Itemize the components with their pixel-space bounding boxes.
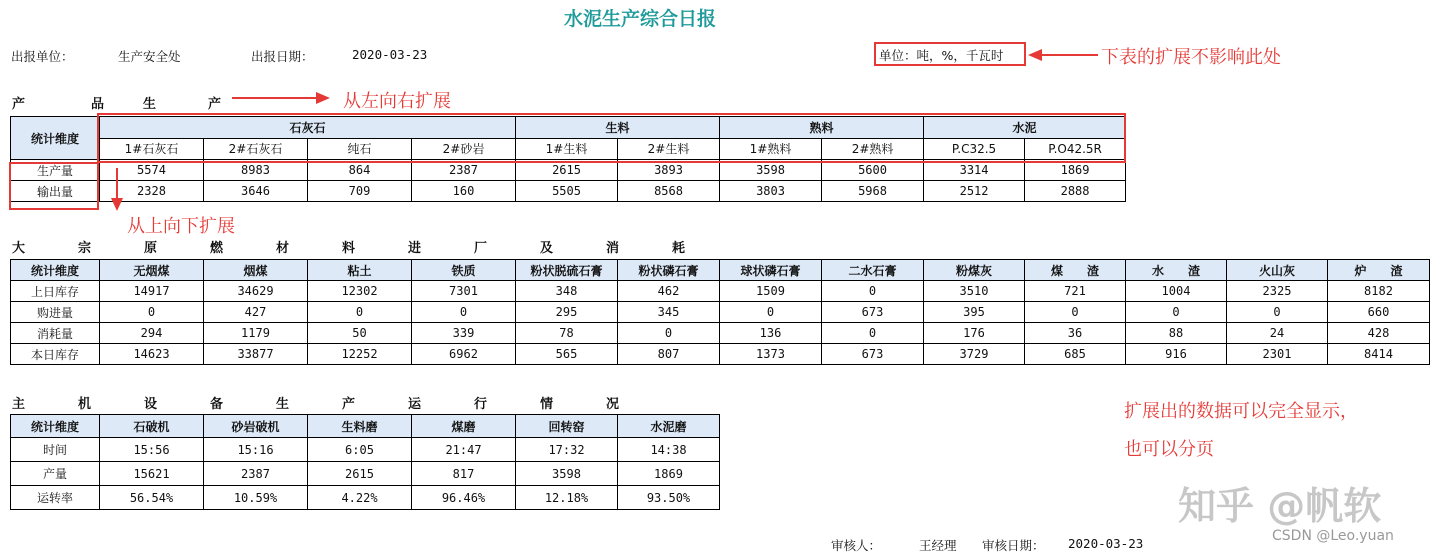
table-row xyxy=(11,486,720,510)
table-row xyxy=(11,462,720,486)
right-arrow-icon xyxy=(232,91,332,105)
column-header: 粉状磷石膏 xyxy=(618,260,720,281)
column-header: 无烟煤 xyxy=(100,260,204,281)
cell: 5505 xyxy=(516,181,618,202)
cell: 0 xyxy=(822,281,924,302)
cell: 5574 xyxy=(100,160,204,181)
table-row xyxy=(11,323,1430,344)
column-header: 粘土 xyxy=(308,260,412,281)
cell: 56.54% xyxy=(100,486,204,510)
column-header: 水泥磨 xyxy=(618,415,720,438)
reviewer-value: 王经理 xyxy=(919,538,957,553)
cell: 462 xyxy=(618,281,720,302)
cell: 176 xyxy=(924,323,1025,344)
group-header: 生料 xyxy=(516,117,720,139)
cell: 96.46% xyxy=(412,486,516,510)
cell: 50 xyxy=(308,323,412,344)
column-header: 煤磨 xyxy=(412,415,516,438)
cell: 14623 xyxy=(100,344,204,365)
column-header: 1#石灰石 xyxy=(100,138,204,160)
annotation-top-to-bottom: 从上向下扩展 xyxy=(127,216,235,237)
materials-section-char: 耗 xyxy=(672,241,686,256)
materials-section-char: 及 xyxy=(540,241,554,256)
materials-section-title xyxy=(12,237,685,256)
dim-header: 统计维度 xyxy=(11,260,100,281)
cell: 2301 xyxy=(1227,344,1328,365)
materials-section-char: 宗 xyxy=(78,241,92,256)
cell: 3729 xyxy=(924,344,1025,365)
column-header: 水 渣 xyxy=(1126,260,1227,281)
column-header: 2#石灰石 xyxy=(204,138,308,160)
cell: 34629 xyxy=(204,281,308,302)
cell: 15:16 xyxy=(204,438,308,462)
cell: 2387 xyxy=(204,462,308,486)
cell: 0 xyxy=(308,302,412,323)
cell: 78 xyxy=(516,323,618,344)
column-header: 铁质 xyxy=(412,260,516,281)
cell: 565 xyxy=(516,344,618,365)
cell: 345 xyxy=(618,302,720,323)
row-label: 输出量 xyxy=(11,181,100,202)
cell: 4.22% xyxy=(308,486,412,510)
cell: 807 xyxy=(618,344,720,365)
materials-section-char: 厂 xyxy=(474,241,488,256)
column-header: 回转窑 xyxy=(516,415,618,438)
materials-section-char: 燃 xyxy=(210,241,224,256)
cell: 817 xyxy=(412,462,516,486)
annotation-full-display-2: 也可以分页 xyxy=(1124,439,1214,460)
row-label: 运转率 xyxy=(11,486,100,510)
cell: 8568 xyxy=(618,181,720,202)
product-section-char: 产 xyxy=(208,97,222,112)
column-header: 1#熟料 xyxy=(720,138,822,160)
column-header: 2#生料 xyxy=(618,138,720,160)
column-header: 煤 渣 xyxy=(1025,260,1126,281)
equipment-section-char: 主 xyxy=(12,397,26,412)
column-header: 生料磨 xyxy=(308,415,412,438)
column-header: 火山灰 xyxy=(1227,260,1328,281)
column-header: 烟煤 xyxy=(204,260,308,281)
cell: 660 xyxy=(1328,302,1430,323)
equipment-section-char: 况 xyxy=(606,397,620,412)
product-section-char: 品 xyxy=(91,97,105,112)
cell: 2512 xyxy=(924,181,1025,202)
cell: 2888 xyxy=(1025,181,1126,202)
equipment-table xyxy=(10,414,720,510)
equipment-section-title xyxy=(12,393,619,412)
materials-section-char: 消 xyxy=(606,241,620,256)
column-header: 石破机 xyxy=(100,415,204,438)
reviewer-label: 审核人： xyxy=(831,538,882,553)
cell: 0 xyxy=(100,302,204,323)
cell: 0 xyxy=(822,323,924,344)
cell: 0 xyxy=(1126,302,1227,323)
row-expand-highlight xyxy=(9,162,99,210)
table-row xyxy=(11,302,1430,323)
column-header: 球状磷石膏 xyxy=(720,260,822,281)
row-label: 时间 xyxy=(11,438,100,462)
cell: 2325 xyxy=(1227,281,1328,302)
column-header: 1#生料 xyxy=(516,138,618,160)
cell: 348 xyxy=(516,281,618,302)
product-section-char: 生 xyxy=(143,97,157,112)
csdn-watermark: CSDN @Leo.yuan xyxy=(1272,528,1394,544)
cell: 1869 xyxy=(1025,160,1126,181)
cell: 2615 xyxy=(516,160,618,181)
materials-section-char: 原 xyxy=(144,241,158,256)
cell: 7301 xyxy=(412,281,516,302)
column-expand-highlight xyxy=(97,113,1126,163)
unit-label: 出报单位： xyxy=(11,49,74,64)
annotation-no-effect: 下表的扩展不影响此处 xyxy=(1101,47,1281,68)
row-label: 购进量 xyxy=(11,302,100,323)
cell: 12.18% xyxy=(516,486,618,510)
column-header: P.C32.5 xyxy=(924,138,1025,160)
materials-table xyxy=(10,259,1430,365)
cell: 1004 xyxy=(1126,281,1227,302)
materials-section-char: 大 xyxy=(12,241,26,256)
cell: 15621 xyxy=(100,462,204,486)
cell: 5600 xyxy=(822,160,924,181)
cell: 395 xyxy=(924,302,1025,323)
equipment-section-char: 行 xyxy=(474,397,488,412)
group-header: 水泥 xyxy=(924,117,1126,139)
cell: 36 xyxy=(1025,323,1126,344)
unit-value: 生产安全处 xyxy=(118,49,181,64)
cell: 2328 xyxy=(100,181,204,202)
cell: 427 xyxy=(204,302,308,323)
column-header: 粉状脱硫石膏 xyxy=(516,260,618,281)
dim-header: 统计维度 xyxy=(11,415,100,438)
cell: 3893 xyxy=(618,160,720,181)
materials-section-char: 进 xyxy=(408,241,422,256)
column-header: 二水石膏 xyxy=(822,260,924,281)
cell: 5968 xyxy=(822,181,924,202)
cell: 14917 xyxy=(100,281,204,302)
column-header: 2#熟料 xyxy=(822,138,924,160)
cell: 6962 xyxy=(412,344,516,365)
cell: 88 xyxy=(1126,323,1227,344)
row-label: 生产量 xyxy=(11,160,100,181)
zhihu-watermark: 知乎 @帆软 xyxy=(1178,484,1382,528)
cell: 709 xyxy=(308,181,412,202)
cell: 295 xyxy=(516,302,618,323)
cell: 1373 xyxy=(720,344,822,365)
column-header: 2#砂岩 xyxy=(412,138,516,160)
cell: 2387 xyxy=(412,160,516,181)
cell: 8182 xyxy=(1328,281,1430,302)
equipment-section-char: 设 xyxy=(144,397,158,412)
table-row xyxy=(11,281,1430,302)
cell: 1869 xyxy=(618,462,720,486)
equipment-section-char: 情 xyxy=(540,397,554,412)
column-header: 粉煤灰 xyxy=(924,260,1025,281)
cell: 673 xyxy=(822,302,924,323)
cell: 3646 xyxy=(204,181,308,202)
cell: 721 xyxy=(1025,281,1126,302)
column-header: 炉 渣 xyxy=(1328,260,1430,281)
row-label: 消耗量 xyxy=(11,323,100,344)
row-label: 本日库存 xyxy=(11,344,100,365)
cell: 8983 xyxy=(204,160,308,181)
cell: 1179 xyxy=(204,323,308,344)
cell: 685 xyxy=(1025,344,1126,365)
cell: 15:56 xyxy=(100,438,204,462)
cell: 2615 xyxy=(308,462,412,486)
cell: 864 xyxy=(308,160,412,181)
column-header: 纯石 xyxy=(308,138,412,160)
cell: 916 xyxy=(1126,344,1227,365)
left-arrow-icon xyxy=(1028,48,1100,62)
table-row xyxy=(11,344,1430,365)
cell: 3598 xyxy=(720,160,822,181)
cell: 0 xyxy=(720,302,822,323)
cell: 0 xyxy=(412,302,516,323)
cell: 428 xyxy=(1328,323,1430,344)
cell: 3598 xyxy=(516,462,618,486)
group-header: 熟料 xyxy=(720,117,924,139)
cell: 33877 xyxy=(204,344,308,365)
cell: 12302 xyxy=(308,281,412,302)
report-title: 水泥生产综合日报 xyxy=(563,8,716,30)
cell: 0 xyxy=(1025,302,1126,323)
down-arrow-icon xyxy=(110,168,124,212)
annotation-full-display-1: 扩展出的数据可以完全显示， xyxy=(1124,401,1358,422)
equipment-section-char: 产 xyxy=(342,397,356,412)
cell: 21:47 xyxy=(412,438,516,462)
date-label: 出报日期： xyxy=(251,49,314,64)
cell: 10.59% xyxy=(204,486,308,510)
table-row xyxy=(11,181,1126,202)
annotation-left-to-right: 从左向右扩展 xyxy=(343,91,451,112)
cell: 12252 xyxy=(308,344,412,365)
equipment-section-char: 机 xyxy=(78,397,92,412)
column-header: P.O42.5R xyxy=(1025,138,1126,160)
cell: 0 xyxy=(1227,302,1328,323)
group-header: 石灰石 xyxy=(100,117,516,139)
measure-unit: 单位：吨，%，千瓦时 xyxy=(879,48,1004,63)
cell: 136 xyxy=(720,323,822,344)
cell: 160 xyxy=(412,181,516,202)
product-section-title xyxy=(12,93,221,112)
equipment-section-char: 生 xyxy=(276,397,290,412)
cell: 17:32 xyxy=(516,438,618,462)
measure-unit-highlight xyxy=(874,42,1026,66)
cell: 3314 xyxy=(924,160,1025,181)
date-value: 2020-03-23 xyxy=(352,47,428,62)
cell: 8414 xyxy=(1328,344,1430,365)
dim-header: 统计维度 xyxy=(11,117,100,160)
column-header: 砂岩破机 xyxy=(204,415,308,438)
cell: 93.50% xyxy=(618,486,720,510)
cell: 0 xyxy=(618,323,720,344)
table-row xyxy=(11,438,720,462)
cell: 339 xyxy=(412,323,516,344)
cell: 1509 xyxy=(720,281,822,302)
materials-section-char: 材 xyxy=(276,241,290,256)
product-section-char: 产 xyxy=(12,97,26,112)
equipment-section-char: 备 xyxy=(210,397,224,412)
review-date-value: 2020-03-23 xyxy=(1068,536,1144,551)
cell: 6:05 xyxy=(308,438,412,462)
equipment-section-char: 运 xyxy=(408,397,422,412)
materials-section-char: 料 xyxy=(342,241,356,256)
cell: 3803 xyxy=(720,181,822,202)
review-date-label: 审核日期： xyxy=(982,538,1045,553)
row-label: 上日库存 xyxy=(11,281,100,302)
cell: 24 xyxy=(1227,323,1328,344)
cell: 14:38 xyxy=(618,438,720,462)
row-label: 产量 xyxy=(11,462,100,486)
cell: 673 xyxy=(822,344,924,365)
cell: 3510 xyxy=(924,281,1025,302)
cell: 294 xyxy=(100,323,204,344)
